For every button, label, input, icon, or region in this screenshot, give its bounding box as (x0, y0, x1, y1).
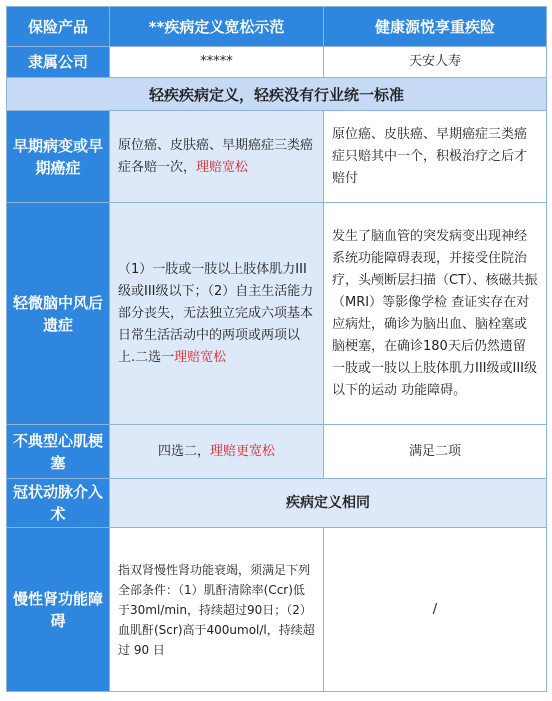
stroke-row (7, 203, 547, 425)
mi-left-text: 四选二， (157, 443, 210, 459)
company-left: ***** (110, 47, 324, 78)
banner-text: 轻疾疾病定义，轻疾没有行业统一标准 (7, 78, 547, 111)
header-product-a: **疾病定义宽松示范 (110, 7, 324, 47)
stroke-label: 轻微脑中风后遗症 (7, 203, 110, 425)
mi-left (110, 425, 324, 479)
renal-right: / (324, 528, 547, 692)
header-product-label: 保险产品 (7, 7, 110, 47)
stroke-left (110, 203, 324, 425)
banner-row (7, 78, 547, 111)
mi-row (7, 425, 547, 479)
stroke-left-text: （1）一肢或一肢以上肢体肌力III级或III级以下；（2）自主生活能力部分丧失，无法独立完成六项基本日常生活活动中的两项或两项以上.二选一 (118, 261, 314, 365)
cancer-row (7, 111, 547, 203)
company-label: 隶属公司 (7, 47, 110, 78)
cancer-right: 原位癌、皮肤癌、早期癌症三类癌症只赔其中一个，积极治疗之后才赔付 (324, 111, 547, 203)
company-row (7, 47, 547, 78)
renal-left: 指双肾慢性肾功能衰竭，须满足下列全部条件：（1）肌酐清除率(Ccr)低于30ml/min，持续超过90日；（2）血肌酐(Scr)高于400umol/l，持续超过 90 日 (110, 528, 324, 692)
renal-row (7, 528, 547, 692)
renal-label: 慢性肾功能障碍 (7, 528, 110, 692)
header-product-b: 健康源悦享重疾险 (324, 7, 547, 47)
comparison-table (6, 6, 547, 692)
mi-right: 满足二项 (324, 425, 547, 479)
cancer-label: 早期病变或早期癌症 (7, 111, 110, 203)
cabg-label: 冠状动脉介入术 (7, 479, 110, 528)
stroke-right: 发生了脑血管的突发病变出现神经系统功能障碍表现，并接受住院治疗，头颅断层扫描（CT）、核磁共振（MRI）等影像学检 查证实存在对应病灶，确诊为脑出血、脑栓塞或脑梗塞，在确诊180天后仍然遗留一肢或一肢以上肢体肌力III级或III级以下的运动 功能障碍。 (324, 203, 547, 425)
mi-left-highlight: 理赔更宽松 (210, 443, 276, 459)
company-right: 天安人寿 (324, 47, 547, 78)
cancer-left (110, 111, 324, 203)
cabg-row (7, 479, 547, 528)
header-row (7, 7, 547, 47)
cabg-merged: 疾病定义相同 (110, 479, 547, 528)
cancer-left-text: 原位癌、皮肤癌、早期癌症三类癌症各赔一次， (118, 137, 314, 175)
mi-label: 不典型心肌梗塞 (7, 425, 110, 479)
cancer-left-highlight: 理赔宽松 (196, 159, 249, 175)
stroke-left-highlight: 理赔宽松 (174, 349, 227, 365)
